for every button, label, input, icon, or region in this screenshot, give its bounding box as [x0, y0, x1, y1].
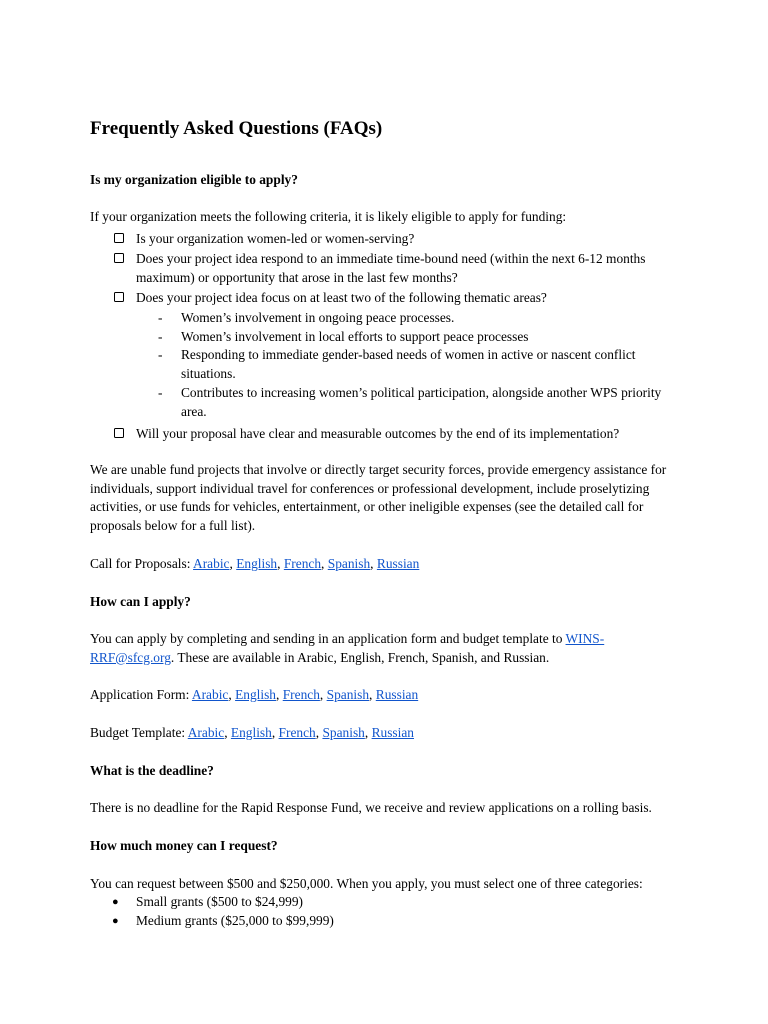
dash-marker: -: [158, 329, 163, 344]
budget-link-arabic[interactable]: Arabic: [187, 725, 225, 740]
form-link-spanish[interactable]: Spanish: [326, 687, 370, 702]
call-link-russian[interactable]: Russian: [376, 556, 420, 571]
application-form-line: Application Form: Arabic, English, French, Spanish, Russian: [90, 687, 419, 702]
page-title: Frequently Asked Questions (FAQs): [90, 118, 383, 139]
thematic-area-text: Responding to immediate gender-based needs of women in active or nascent conflict situations.: [181, 347, 636, 381]
budget-template-line: Budget Template: Arabic, English, French, Spanish, Russian: [90, 725, 415, 740]
checkbox-icon[interactable]: [114, 253, 124, 263]
checklist-text: Will your proposal have clear and measurable outcomes by the end of its implementation?: [136, 426, 620, 441]
budget-label: Budget Template:: [90, 725, 186, 740]
bullet-icon: ●: [112, 915, 119, 927]
grant-category-text: Medium grants ($25,000 to $99,999): [136, 913, 334, 928]
budget-link-russian[interactable]: Russian: [371, 725, 415, 740]
ineligible-paragraph: We are unable fund projects that involve or directly target security forces, provide emergency assistance for individuals, support individual travel for conferences or professional development, include proselytizing activities, or use funds for vehicles, entertainment, or other ineligible expenses (see the detailed call for proposals below for a full list).: [90, 462, 667, 533]
form-label: Application Form:: [90, 687, 190, 702]
question-deadline: What is the deadline?: [90, 763, 214, 778]
email-link[interactable]: WINS-RRF@sfcg.org: [90, 631, 605, 665]
call-for-proposals-line: Call for Proposals: Arabic, English, French, Spanish, Russian: [90, 556, 420, 571]
budget-link-spanish[interactable]: Spanish: [322, 725, 365, 740]
apply-text-after: . These are available in Arabic, English, French, Spanish, and Russian.: [170, 649, 550, 665]
checklist-text: Does your project idea focus on at least two of the following thematic areas?: [136, 290, 547, 305]
thematic-area-text: Women’s involvement in ongoing peace processes.: [181, 310, 455, 325]
thematic-area-text: Contributes to increasing women’s political participation, alongside another WPS priority area.: [181, 385, 662, 419]
budget-link-french[interactable]: French: [278, 725, 316, 740]
checklist-text: Does your project idea respond to an immediate time-bound need (within the next 6-12 months maximum) or opportunity that arose in the last few months?: [136, 251, 646, 285]
form-link-french[interactable]: French: [282, 687, 320, 702]
call-link-arabic[interactable]: Arabic: [193, 556, 230, 571]
call-link-english[interactable]: English: [236, 556, 278, 571]
grant-category-text: Small grants ($500 to $24,999): [136, 894, 303, 909]
checklist-text: Is your organization women-led or women-serving?: [136, 231, 415, 246]
dash-marker: -: [158, 385, 163, 400]
eligibility-intro: If your organization meets the following criteria, it is likely eligible to apply for funding:: [90, 209, 567, 224]
call-link-french[interactable]: French: [283, 556, 322, 571]
form-link-arabic[interactable]: Arabic: [191, 687, 229, 702]
checkbox-icon[interactable]: [114, 292, 124, 302]
question-how-to-apply: How can I apply?: [90, 594, 191, 609]
dash-marker: -: [158, 347, 163, 362]
budget-link-english[interactable]: English: [230, 725, 272, 740]
call-label: Call for Proposals:: [90, 556, 191, 571]
checkbox-icon[interactable]: [114, 428, 124, 438]
form-link-english[interactable]: English: [235, 687, 276, 702]
thematic-area-text: Women’s involvement in local efforts to support peace processes: [181, 329, 529, 344]
form-link-russian[interactable]: Russian: [375, 687, 419, 702]
money-answer: You can request between $500 and $250,000. When you apply, you must select one of three categories:: [90, 876, 643, 891]
call-link-spanish[interactable]: Spanish: [327, 556, 371, 571]
question-eligibility: Is my organization eligible to apply?: [90, 172, 298, 187]
question-money: How much money can I request?: [90, 838, 278, 853]
apply-text-before: You can apply by completing and sending in an application form and budget template to: [90, 631, 563, 646]
deadline-answer: There is no deadline for the Rapid Response Fund, we receive and review applications on a rolling basis.: [90, 800, 652, 815]
checkbox-icon[interactable]: [114, 233, 124, 243]
apply-paragraph: [90, 630, 680, 667]
dash-marker: -: [158, 310, 163, 325]
bullet-icon: ●: [112, 896, 119, 908]
